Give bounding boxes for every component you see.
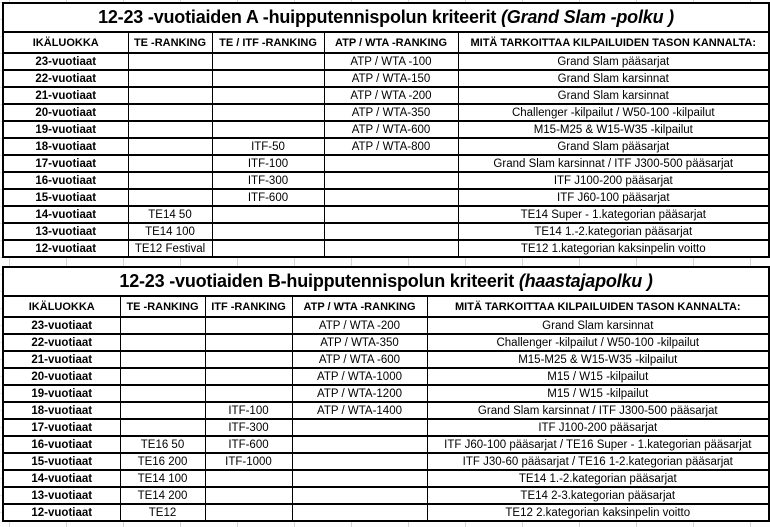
meaning-cell: TE12 1.kategorian kaksinpelin voitto bbox=[458, 240, 769, 257]
te-ranking-cell: TE12 bbox=[120, 504, 205, 521]
table-row bbox=[3, 368, 769, 385]
atp-wta-ranking-cell bbox=[324, 155, 458, 172]
column-header-atp-wta-ranking: ATP / WTA -RANKING bbox=[292, 296, 427, 317]
atp-wta-ranking-cell bbox=[292, 470, 427, 487]
atp-wta-ranking-cell bbox=[324, 189, 458, 206]
column-header-te-itf-ranking: TE / ITF -RANKING bbox=[212, 32, 324, 53]
meaning-cell: Grand Slam pääsarjat bbox=[458, 138, 769, 155]
table-a-title-italic: (Grand Slam -polku ) bbox=[500, 7, 674, 27]
table-row bbox=[3, 138, 769, 155]
atp-wta-ranking-cell: ATP / WTA-800 bbox=[324, 138, 458, 155]
table-row bbox=[3, 53, 769, 70]
age-group-cell: 23-vuotiaat bbox=[3, 317, 120, 334]
age-group-cell: 16-vuotiaat bbox=[3, 436, 120, 453]
meaning-cell: TE14 1.-2.kategorian pääsarjat bbox=[427, 470, 769, 487]
atp-wta-ranking-cell: ATP / WTA -200 bbox=[324, 87, 458, 104]
atp-wta-ranking-cell bbox=[324, 240, 458, 257]
column-header-te-ranking: TE -RANKING bbox=[128, 32, 212, 53]
te-ranking-cell bbox=[128, 70, 212, 87]
te-ranking-cell bbox=[128, 87, 212, 104]
itf-ranking-cell bbox=[212, 53, 324, 70]
table-row bbox=[3, 317, 769, 334]
meaning-cell: TE14 1.-2.kategorian pääsarjat bbox=[458, 223, 769, 240]
age-group-cell: 16-vuotiaat bbox=[3, 172, 128, 189]
te-ranking-cell bbox=[120, 385, 205, 402]
table-b-header-row bbox=[3, 296, 769, 317]
age-group-cell: 20-vuotiaat bbox=[3, 368, 120, 385]
table-b-title-italic: (haastajapolku ) bbox=[518, 271, 653, 291]
itf-ranking-cell bbox=[205, 334, 292, 351]
meaning-cell: TE14 2-3.kategorian pääsarjat bbox=[427, 487, 769, 504]
te-ranking-cell: TE14 50 bbox=[128, 206, 212, 223]
itf-ranking-cell bbox=[205, 487, 292, 504]
age-group-cell: 17-vuotiaat bbox=[3, 419, 120, 436]
te-ranking-cell: TE16 200 bbox=[120, 453, 205, 470]
table-row bbox=[3, 87, 769, 104]
atp-wta-ranking-cell: ATP / WTA-1400 bbox=[292, 402, 427, 419]
atp-wta-ranking-cell bbox=[292, 436, 427, 453]
table-row bbox=[3, 419, 769, 436]
table-a-title bbox=[3, 3, 769, 32]
itf-ranking-cell: ITF-100 bbox=[212, 155, 324, 172]
meaning-cell: M15-M25 & W15-W35 -kilpailut bbox=[458, 121, 769, 138]
itf-ranking-cell bbox=[205, 385, 292, 402]
table-row bbox=[3, 453, 769, 470]
age-group-cell: 19-vuotiaat bbox=[3, 121, 128, 138]
age-group-cell: 12-vuotiaat bbox=[3, 240, 128, 257]
column-header-meaning: MITÄ TARKOITTAA KILPAILUIDEN TASON KANNALTA: bbox=[458, 32, 769, 53]
atp-wta-ranking-cell: ATP / WTA -600 bbox=[292, 351, 427, 368]
te-ranking-cell bbox=[128, 172, 212, 189]
itf-ranking-cell bbox=[205, 317, 292, 334]
table-b-title-row bbox=[3, 267, 769, 296]
table-b-title bbox=[3, 267, 769, 296]
column-header-ikaluokka: IKÄLUOKKA bbox=[3, 296, 120, 317]
table-b-challenger-path bbox=[2, 266, 770, 522]
te-ranking-cell bbox=[128, 53, 212, 70]
column-header-itf-ranking: ITF -RANKING bbox=[205, 296, 292, 317]
itf-ranking-cell bbox=[205, 351, 292, 368]
age-group-cell: 15-vuotiaat bbox=[3, 453, 120, 470]
table-row bbox=[3, 70, 769, 87]
te-ranking-cell bbox=[120, 419, 205, 436]
meaning-cell: Grand Slam karsinnat bbox=[458, 70, 769, 87]
meaning-cell: ITF J100-200 pääsarjat bbox=[427, 419, 769, 436]
column-header-ikaluokka: IKÄLUOKKA bbox=[3, 32, 128, 53]
table-row bbox=[3, 189, 769, 206]
atp-wta-ranking-cell: ATP / WTA-350 bbox=[324, 104, 458, 121]
table-row bbox=[3, 104, 769, 121]
te-ranking-cell bbox=[120, 317, 205, 334]
column-header-meaning: MITÄ TARKOITTAA KILPAILUIDEN TASON KANNALTA: bbox=[427, 296, 769, 317]
atp-wta-ranking-cell bbox=[324, 206, 458, 223]
meaning-cell: Grand Slam karsinnat bbox=[458, 87, 769, 104]
table-a-grand-slam-path bbox=[2, 2, 770, 258]
atp-wta-ranking-cell: ATP / WTA -100 bbox=[324, 53, 458, 70]
meaning-cell: ITF J30-60 pääsarjat / TE16 1-2.kategorian pääsarjat bbox=[427, 453, 769, 470]
table-a-header-row bbox=[3, 32, 769, 53]
itf-ranking-cell: ITF-1000 bbox=[205, 453, 292, 470]
meaning-cell: Grand Slam pääsarjat bbox=[458, 53, 769, 70]
te-ranking-cell: TE16 50 bbox=[120, 436, 205, 453]
meaning-cell: ITF J60-100 pääsarjat / TE16 Super - 1.kategorian pääsarjat bbox=[427, 436, 769, 453]
te-ranking-cell: TE14 100 bbox=[120, 470, 205, 487]
itf-ranking-cell bbox=[212, 121, 324, 138]
table-row bbox=[3, 436, 769, 453]
age-group-cell: 12-vuotiaat bbox=[3, 504, 120, 521]
atp-wta-ranking-cell bbox=[324, 172, 458, 189]
itf-ranking-cell: ITF-100 bbox=[205, 402, 292, 419]
meaning-cell: TE14 Super - 1.kategorian pääsarjat bbox=[458, 206, 769, 223]
table-a-title-row bbox=[3, 3, 769, 32]
te-ranking-cell bbox=[128, 189, 212, 206]
te-ranking-cell: TE12 Festival bbox=[128, 240, 212, 257]
te-ranking-cell bbox=[128, 121, 212, 138]
spreadsheet-canvas bbox=[2, 2, 770, 522]
itf-ranking-cell bbox=[205, 470, 292, 487]
table-row bbox=[3, 172, 769, 189]
meaning-cell: Grand Slam karsinnat bbox=[427, 317, 769, 334]
te-ranking-cell: TE14 100 bbox=[128, 223, 212, 240]
table-a-title-main: 12-23 -vuotiaiden A -huipputennispolun kriteerit bbox=[98, 7, 501, 27]
column-header-te-ranking: TE -RANKING bbox=[120, 296, 205, 317]
age-group-cell: 21-vuotiaat bbox=[3, 87, 128, 104]
age-group-cell: 18-vuotiaat bbox=[3, 138, 128, 155]
itf-ranking-cell bbox=[205, 368, 292, 385]
itf-ranking-cell: ITF-50 bbox=[212, 138, 324, 155]
atp-wta-ranking-cell bbox=[324, 223, 458, 240]
atp-wta-ranking-cell bbox=[292, 487, 427, 504]
table-row bbox=[3, 334, 769, 351]
itf-ranking-cell bbox=[212, 104, 324, 121]
te-ranking-cell: TE14 200 bbox=[120, 487, 205, 504]
te-ranking-cell bbox=[120, 402, 205, 419]
meaning-cell: M15 / W15 -kilpailut bbox=[427, 368, 769, 385]
meaning-cell: M15-M25 & W15-W35 -kilpailut bbox=[427, 351, 769, 368]
table-row bbox=[3, 155, 769, 172]
table-row bbox=[3, 487, 769, 504]
atp-wta-ranking-cell: ATP / WTA-1200 bbox=[292, 385, 427, 402]
atp-wta-ranking-cell bbox=[292, 419, 427, 436]
te-ranking-cell bbox=[128, 138, 212, 155]
table-b-title-main: 12-23 -vuotiaiden B-huipputennispolun kriteerit bbox=[119, 271, 519, 291]
atp-wta-ranking-cell: ATP / WTA-1000 bbox=[292, 368, 427, 385]
atp-wta-ranking-cell: ATP / WTA -200 bbox=[292, 317, 427, 334]
table-row bbox=[3, 351, 769, 368]
meaning-cell: TE12 2.kategorian kaksinpelin voitto bbox=[427, 504, 769, 521]
atp-wta-ranking-cell bbox=[292, 504, 427, 521]
age-group-cell: 22-vuotiaat bbox=[3, 70, 128, 87]
meaning-cell: ITF J60-100 pääsarjat bbox=[458, 189, 769, 206]
age-group-cell: 23-vuotiaat bbox=[3, 53, 128, 70]
meaning-cell: M15 / W15 -kilpailut bbox=[427, 385, 769, 402]
itf-ranking-cell bbox=[212, 223, 324, 240]
age-group-cell: 21-vuotiaat bbox=[3, 351, 120, 368]
te-ranking-cell bbox=[120, 368, 205, 385]
age-group-cell: 17-vuotiaat bbox=[3, 155, 128, 172]
table-row bbox=[3, 240, 769, 257]
meaning-cell: ITF J100-200 pääsarjat bbox=[458, 172, 769, 189]
table-row bbox=[3, 385, 769, 402]
itf-ranking-cell bbox=[212, 87, 324, 104]
table-row bbox=[3, 504, 769, 521]
itf-ranking-cell bbox=[212, 240, 324, 257]
itf-ranking-cell: ITF-600 bbox=[212, 189, 324, 206]
age-group-cell: 14-vuotiaat bbox=[3, 470, 120, 487]
itf-ranking-cell bbox=[212, 70, 324, 87]
te-ranking-cell bbox=[120, 334, 205, 351]
table-row bbox=[3, 470, 769, 487]
age-group-cell: 18-vuotiaat bbox=[3, 402, 120, 419]
te-ranking-cell bbox=[120, 351, 205, 368]
te-ranking-cell bbox=[128, 155, 212, 172]
age-group-cell: 14-vuotiaat bbox=[3, 206, 128, 223]
itf-ranking-cell: ITF-300 bbox=[205, 419, 292, 436]
age-group-cell: 20-vuotiaat bbox=[3, 104, 128, 121]
age-group-cell: 22-vuotiaat bbox=[3, 334, 120, 351]
atp-wta-ranking-cell: ATP / WTA-600 bbox=[324, 121, 458, 138]
meaning-cell: Grand Slam karsinnat / ITF J300-500 pääsarjat bbox=[427, 402, 769, 419]
itf-ranking-cell bbox=[205, 504, 292, 521]
age-group-cell: 19-vuotiaat bbox=[3, 385, 120, 402]
itf-ranking-cell: ITF-300 bbox=[212, 172, 324, 189]
column-header-atp-wta-ranking: ATP / WTA -RANKING bbox=[324, 32, 458, 53]
atp-wta-ranking-cell: ATP / WTA-150 bbox=[324, 70, 458, 87]
table-row bbox=[3, 121, 769, 138]
table-row bbox=[3, 206, 769, 223]
age-group-cell: 13-vuotiaat bbox=[3, 487, 120, 504]
age-group-cell: 15-vuotiaat bbox=[3, 189, 128, 206]
itf-ranking-cell bbox=[212, 206, 324, 223]
meaning-cell: Challenger -kilpailut / W50-100 -kilpailut bbox=[458, 104, 769, 121]
age-group-cell: 13-vuotiaat bbox=[3, 223, 128, 240]
meaning-cell: Grand Slam karsinnat / ITF J300-500 pääsarjat bbox=[458, 155, 769, 172]
meaning-cell: Challenger -kilpailut / W50-100 -kilpailut bbox=[427, 334, 769, 351]
itf-ranking-cell: ITF-600 bbox=[205, 436, 292, 453]
atp-wta-ranking-cell bbox=[292, 453, 427, 470]
te-ranking-cell bbox=[128, 104, 212, 121]
atp-wta-ranking-cell: ATP / WTA-350 bbox=[292, 334, 427, 351]
table-row bbox=[3, 402, 769, 419]
table-row bbox=[3, 223, 769, 240]
